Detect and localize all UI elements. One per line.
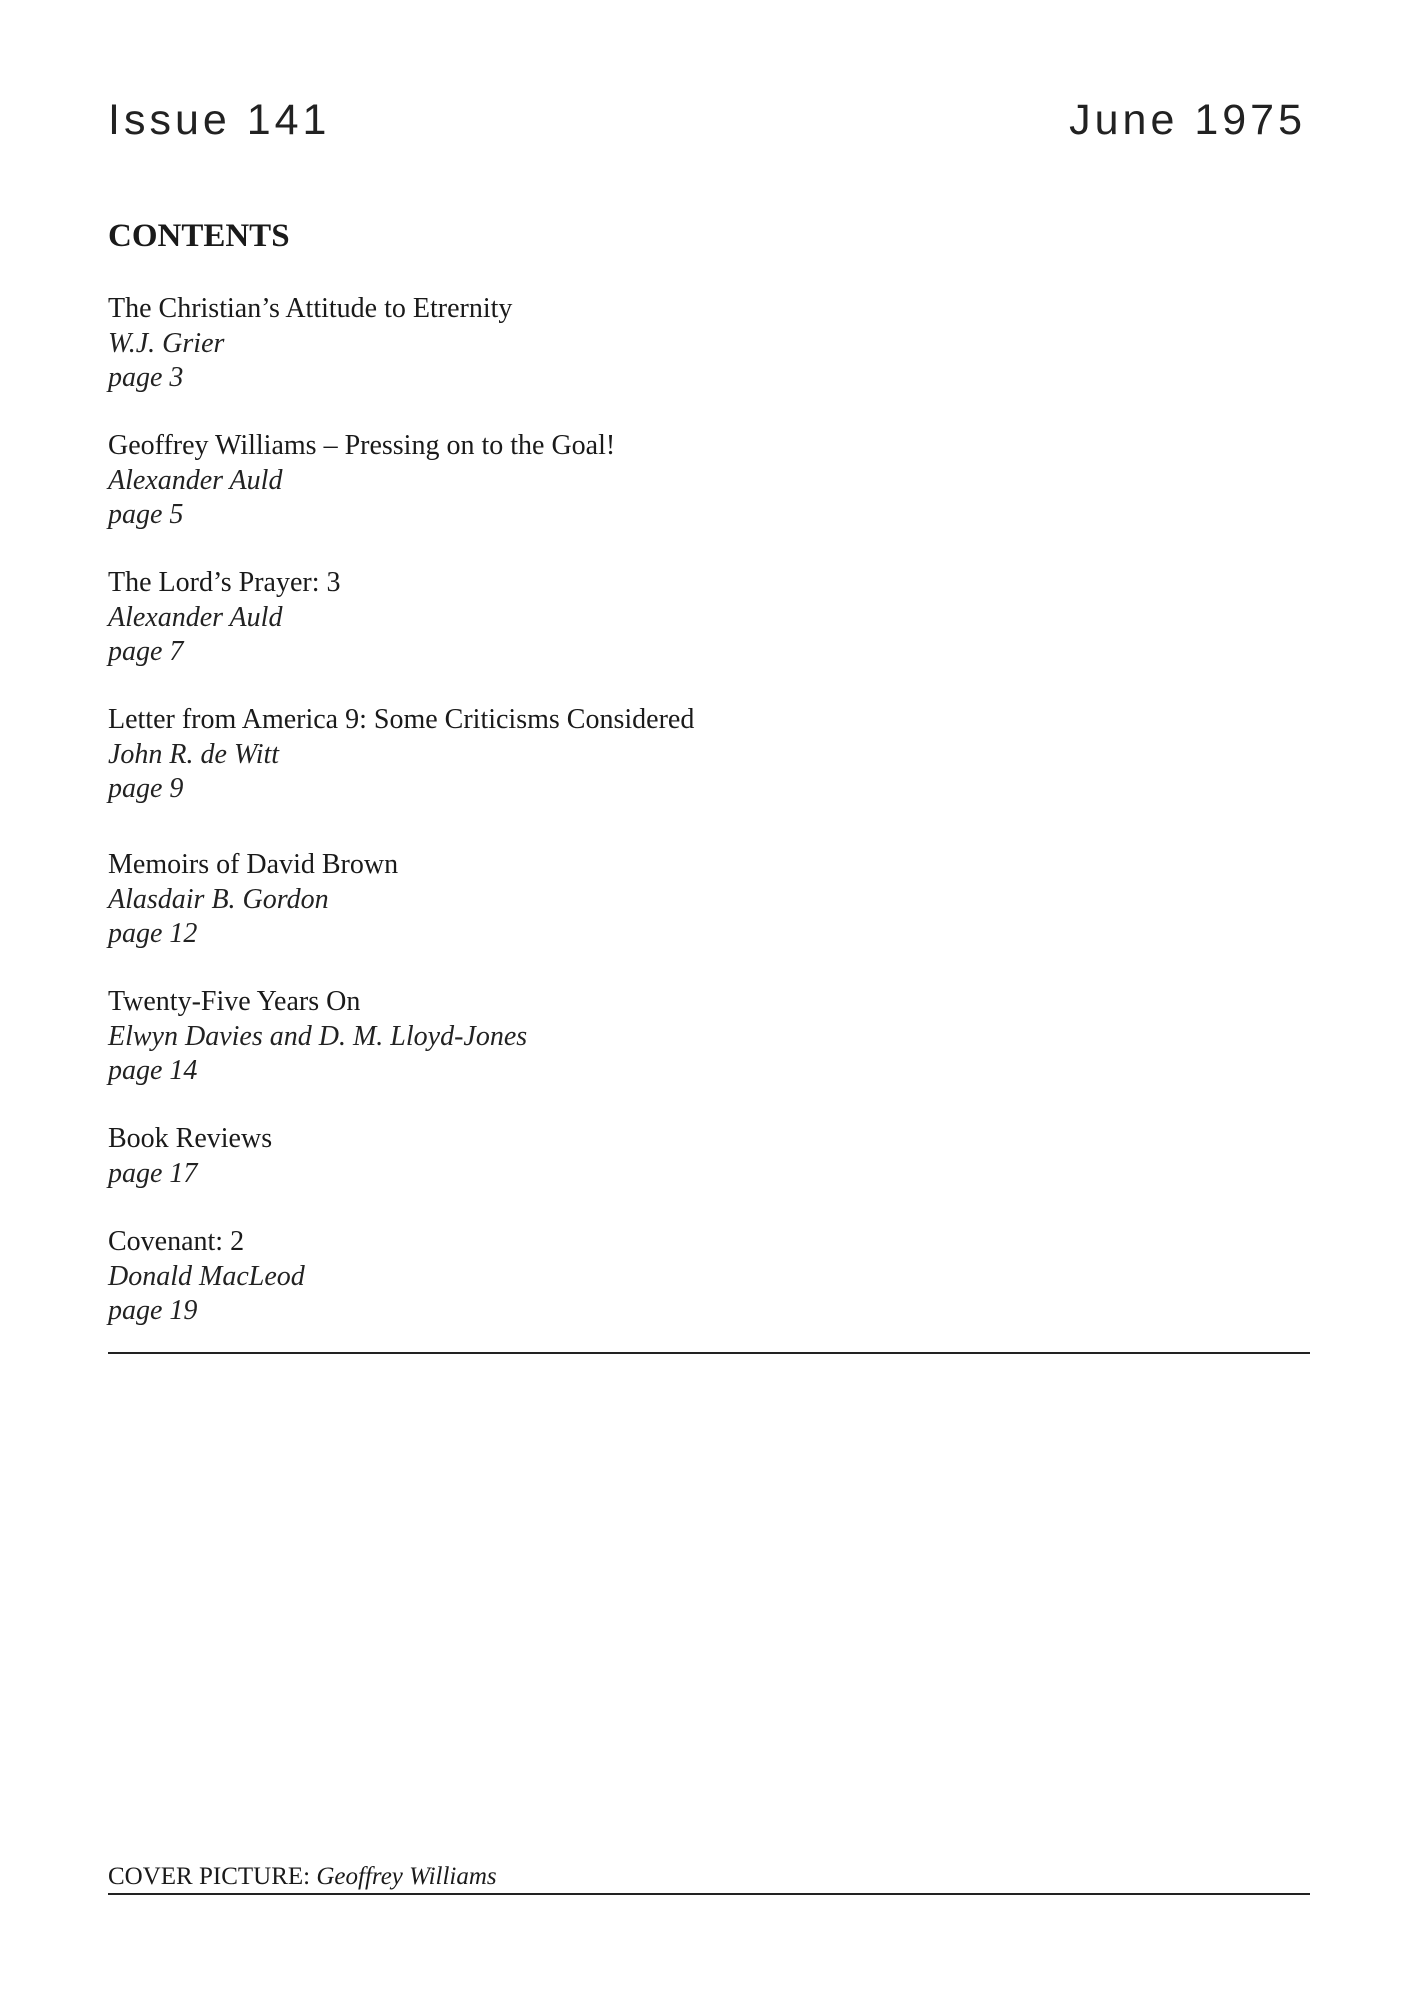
toc-entry: [108, 848, 1308, 985]
contents-heading: CONTENTS: [108, 218, 290, 254]
toc-entry: [108, 985, 1308, 1122]
entry-title: Geoffrey Williams – Pressing on to the Goal!: [108, 430, 616, 461]
toc-entry: [108, 566, 1308, 703]
contents-divider: [108, 1352, 1310, 1354]
toc-entry: [108, 292, 1308, 429]
table-of-contents: [108, 292, 1308, 1362]
entry-page: page 7: [108, 636, 184, 667]
entry-page: page 14: [108, 1055, 198, 1086]
entry-page: page 3: [108, 362, 184, 393]
toc-entry: [108, 1122, 1308, 1225]
entry-author: John R. de Witt: [108, 738, 280, 770]
entry-page: page 5: [108, 499, 184, 530]
entry-title: Letter from America 9: Some Criticisms Considered: [108, 704, 695, 735]
cover-label: COVER PICTURE:: [108, 1863, 311, 1890]
issue-date: June 1975: [1069, 96, 1306, 144]
toc-entry: [108, 1225, 1308, 1362]
cover-picture-credit: [108, 1863, 497, 1891]
entry-page: page 12: [108, 918, 198, 949]
entry-author: Alexander Auld: [108, 601, 283, 633]
entry-author: Alexander Auld: [108, 464, 283, 496]
entry-page: page 17: [108, 1157, 198, 1189]
toc-entry: [108, 429, 1308, 566]
entry-page: page 9: [108, 773, 184, 804]
entry-author: Donald MacLeod: [108, 1260, 305, 1292]
page-header: [108, 96, 1306, 156]
entry-title: The Christian’s Attitude to Etrernity: [108, 293, 513, 324]
toc-entry: [108, 703, 1308, 848]
entry-author: Alasdair B. Gordon: [108, 883, 329, 915]
entry-author: Elwyn Davies and D. M. Lloyd-Jones: [108, 1020, 528, 1052]
footer-divider: [108, 1893, 1310, 1895]
entry-author: W.J. Grier: [108, 327, 225, 359]
cover-name: Geoffrey Williams: [316, 1863, 497, 1890]
entry-title: Covenant: 2: [108, 1226, 245, 1257]
entry-title: Book Reviews: [108, 1123, 273, 1154]
entry-title: The Lord’s Prayer: 3: [108, 567, 341, 598]
entry-title: Memoirs of David Brown: [108, 849, 399, 880]
issue-number: Issue 141: [108, 96, 331, 144]
entry-page: page 19: [108, 1295, 198, 1326]
entry-title: Twenty-Five Years On: [108, 986, 361, 1017]
